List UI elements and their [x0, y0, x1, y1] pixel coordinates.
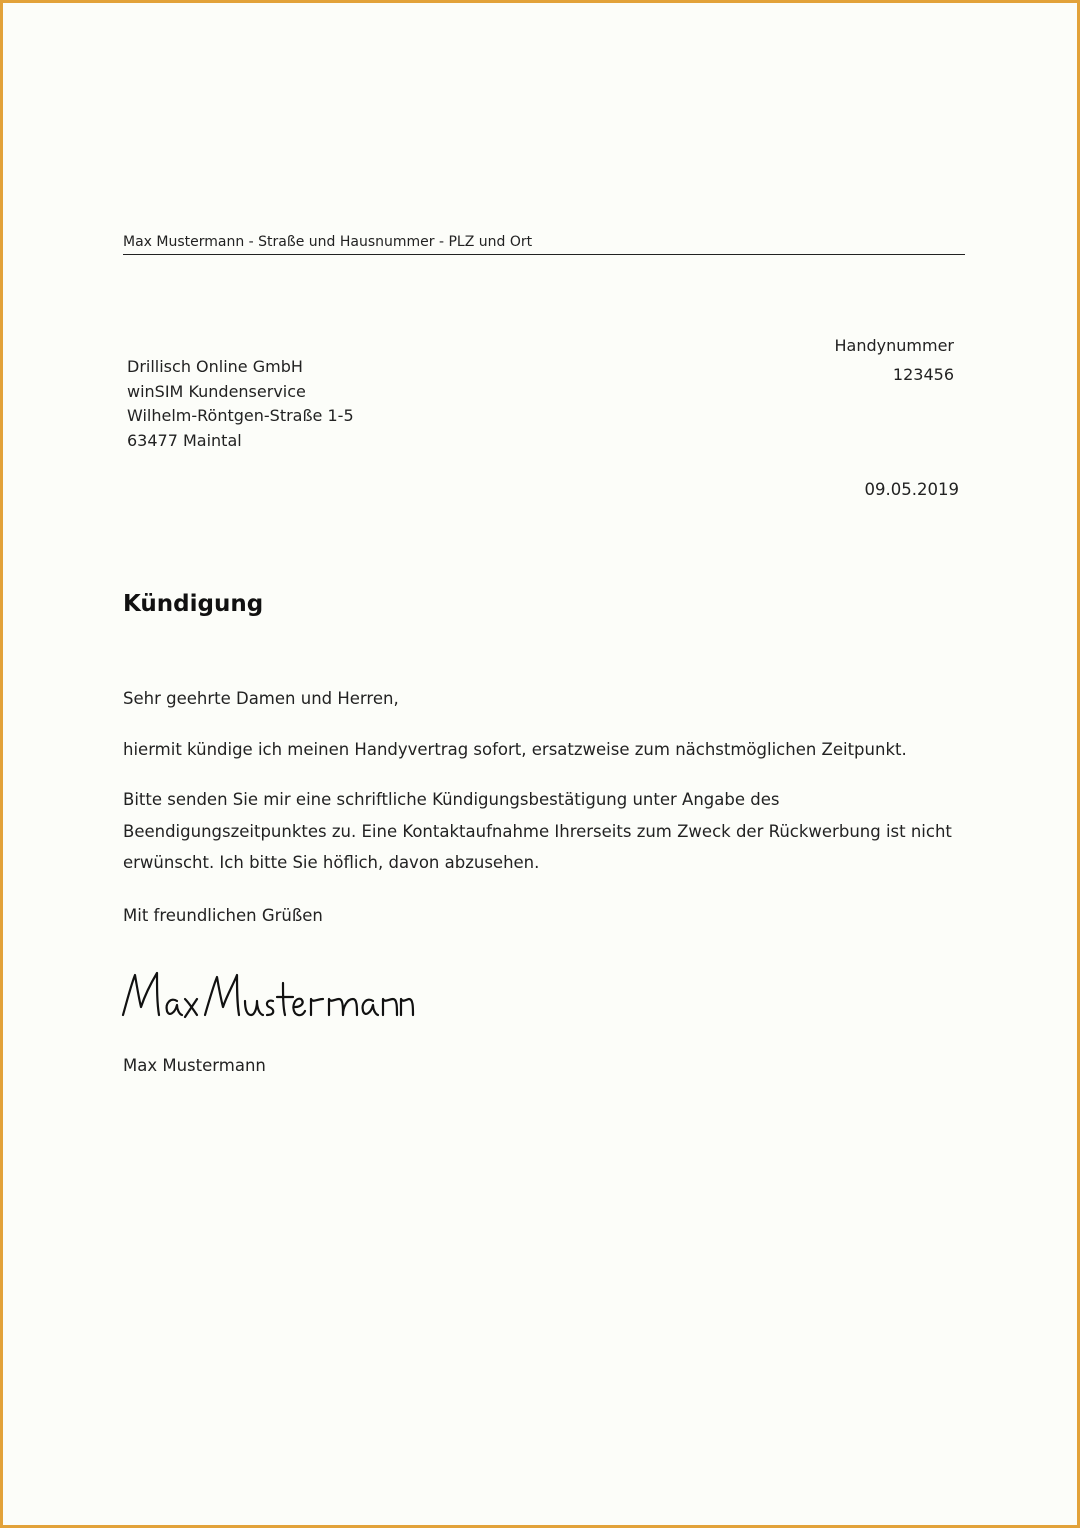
body-paragraph-2: Bitte senden Sie mir eine schriftliche Kündigungsbestätigung unter Angabe des Beendigungszeitpunktes zu. Eine Kontaktaufnahme Ihrerseits zum Zweck der Rückwerbung ist nicht erwünscht. Ich bitte Sie höflich, davon abzusehen. [123, 790, 952, 872]
sender-divider [123, 254, 965, 255]
sender-address-line: Max Mustermann - Straße und Hausnummer - PLZ und Ort [123, 234, 533, 250]
body-paragraph-1: hiermit kündige ich meinen Handyvertrag sofort, ersatzweise zum nächstmöglichen Zeitpunkt. [123, 740, 907, 759]
recipient-address [127, 355, 354, 453]
salutation: Sehr geehrte Damen und Herren, [123, 689, 399, 708]
phone-number: 123456 [892, 365, 954, 384]
recipient-city: 63477 Maintal [127, 430, 242, 450]
letter-date: 09.05.2019 [864, 480, 959, 499]
recipient-company: Drillisch Online GmbH [127, 357, 303, 376]
signer-name: Max Mustermann [123, 1056, 266, 1075]
closing: Mit freundlichen Grüßen [123, 906, 323, 925]
letter-subject: Kündigung [123, 591, 264, 617]
phone-label: Handynummer [834, 336, 954, 355]
handwritten-signature [117, 961, 417, 1031]
phone-info [835, 331, 954, 389]
recipient-street: Wilhelm-Röntgen-Straße 1-5 [127, 406, 354, 425]
recipient-department: winSIM Kundenservice [127, 381, 306, 401]
